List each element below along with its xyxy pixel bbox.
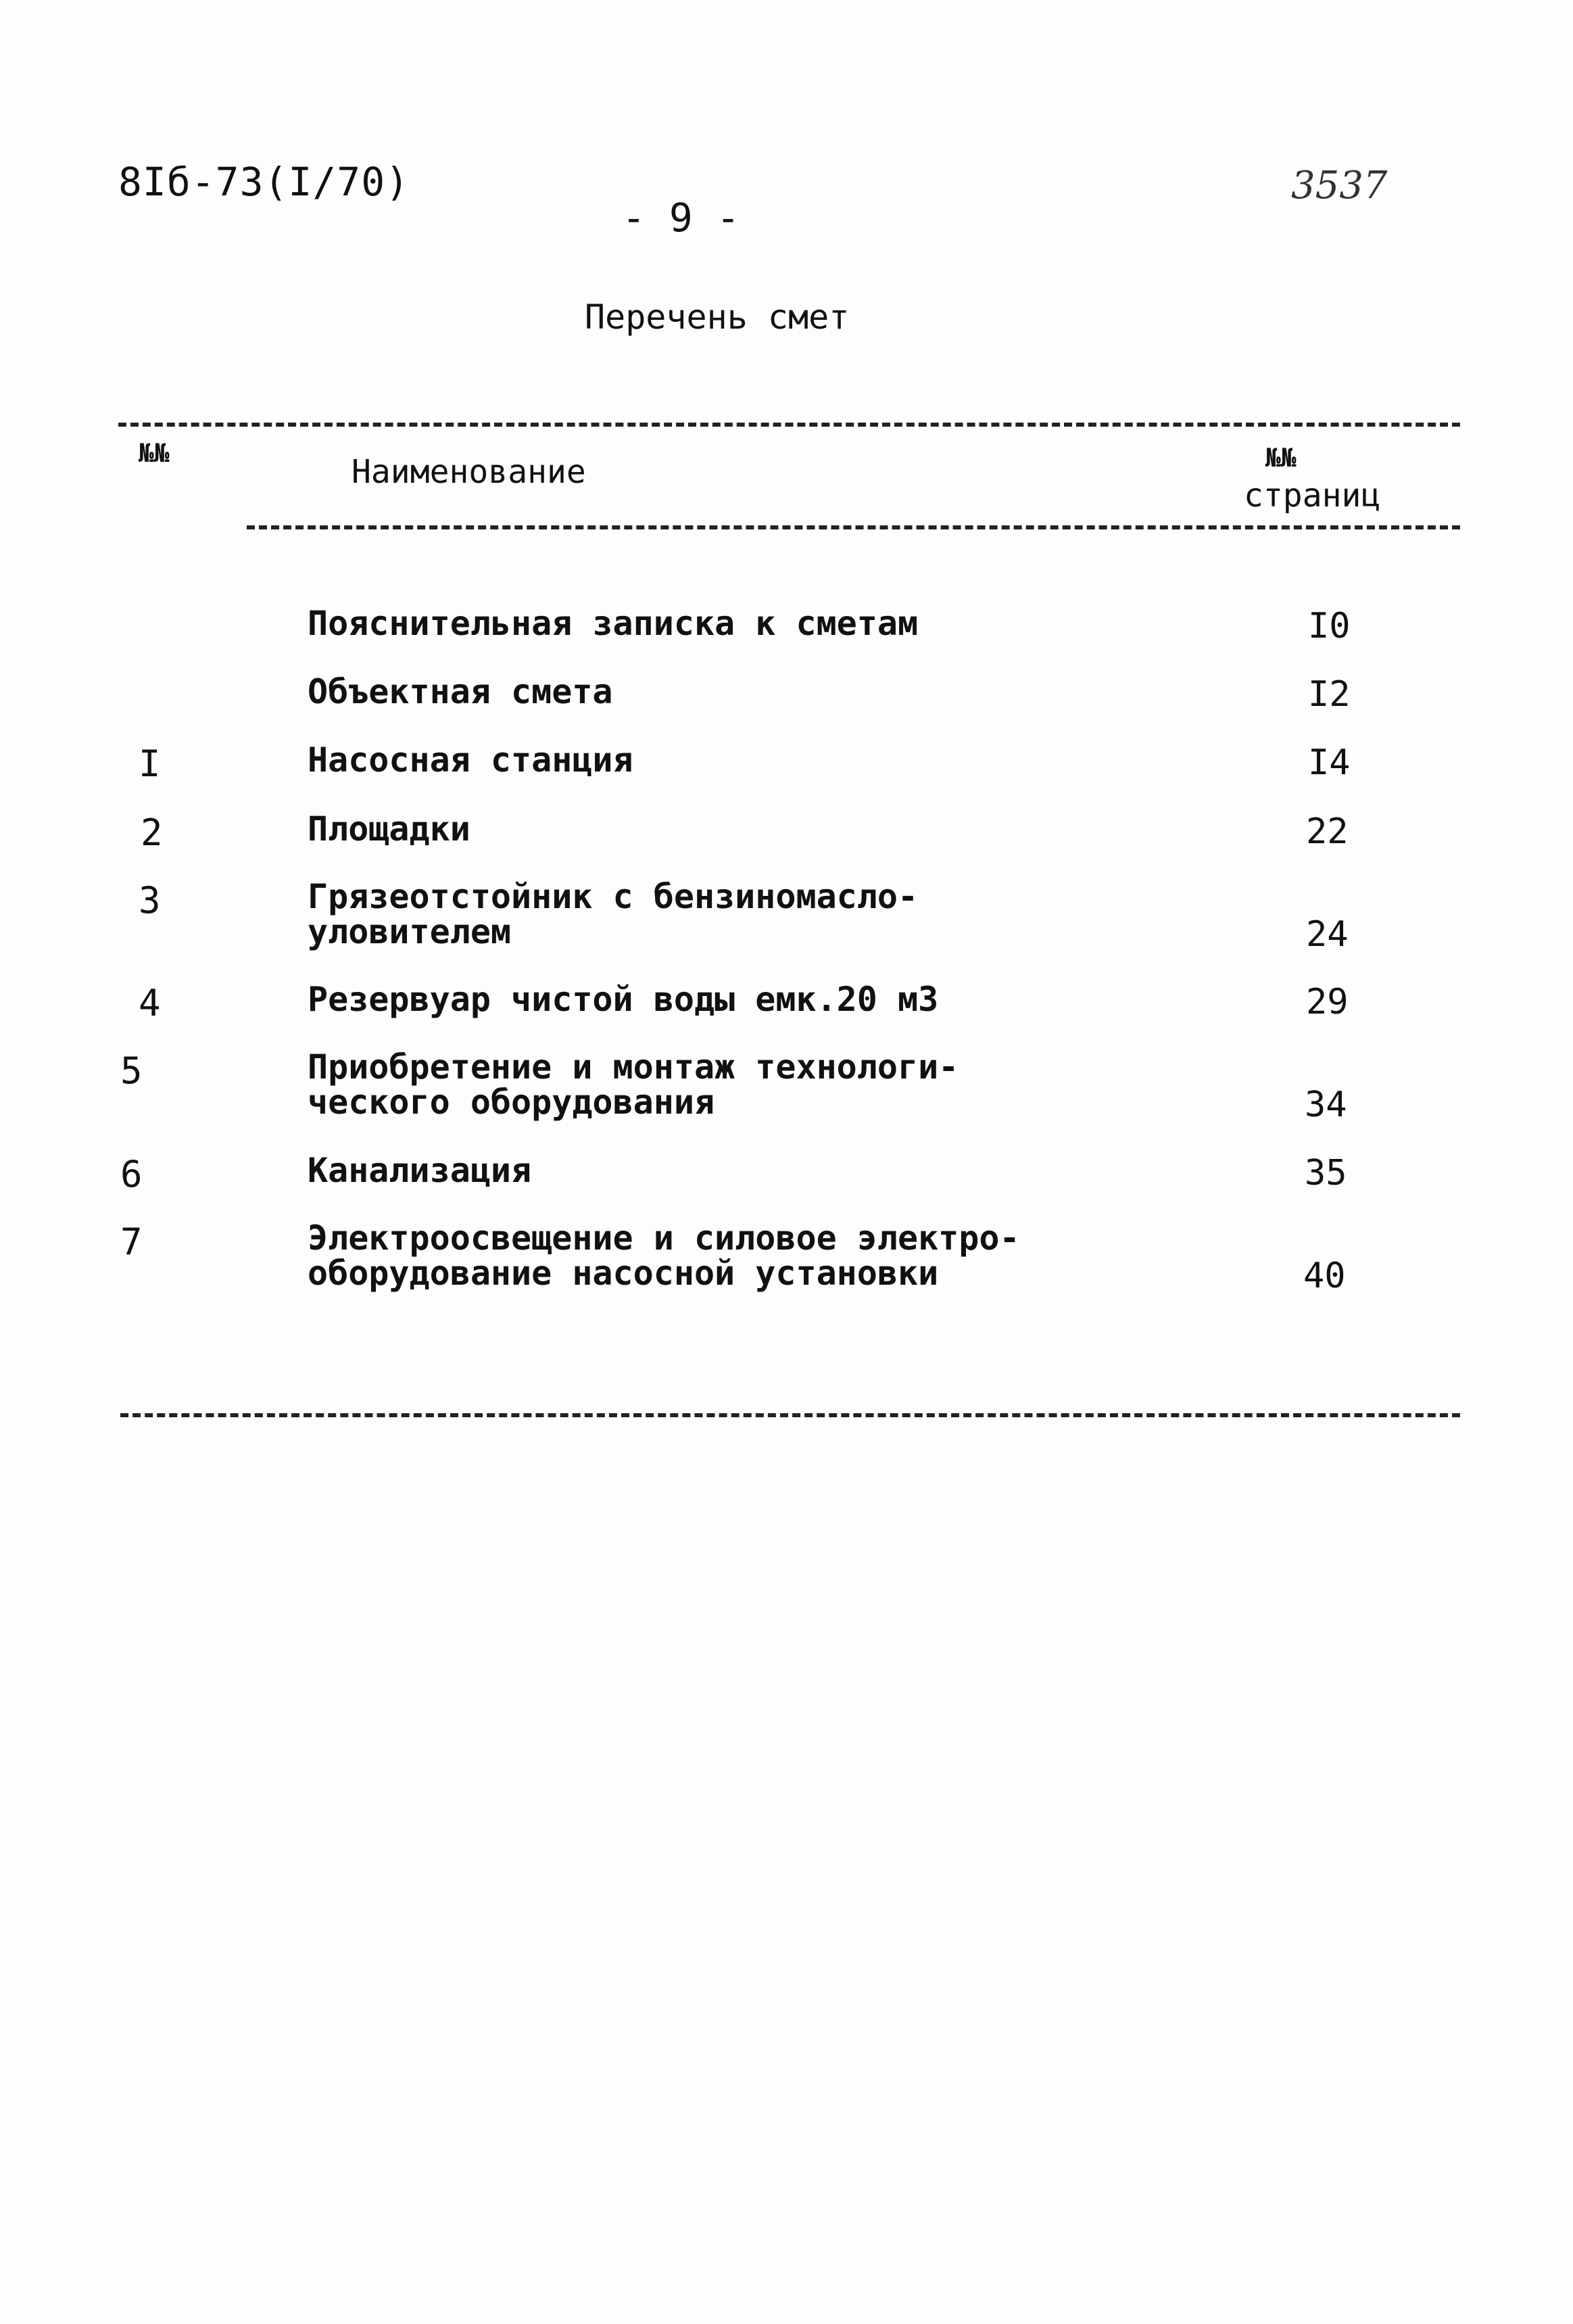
row-page: I4 bbox=[1308, 742, 1351, 783]
row-number: 2 bbox=[141, 811, 163, 854]
row-page: I0 bbox=[1308, 606, 1351, 646]
row-page: 40 bbox=[1303, 1256, 1346, 1296]
row-name: Площадки bbox=[308, 809, 470, 849]
header-page-label-bottom: страниц bbox=[1244, 477, 1381, 515]
list-title: Перечень смет bbox=[585, 298, 850, 337]
row-name: Грязеотстойник с бензиномасло- уловителем bbox=[308, 877, 919, 951]
row-name: Приобретение и монтаж технологи- ческого оборудования bbox=[308, 1047, 959, 1122]
row-number: 6 bbox=[120, 1153, 143, 1195]
header-number-label: №№ bbox=[139, 438, 170, 468]
row-number: 7 bbox=[120, 1220, 143, 1263]
header-page-label-top: №№ bbox=[1265, 443, 1297, 473]
page-number: - 9 - bbox=[622, 195, 740, 241]
row-number: I bbox=[139, 742, 161, 785]
row-name: Резервуар чистой воды емк.20 м3 bbox=[308, 980, 939, 1019]
row-page: 22 bbox=[1306, 811, 1349, 852]
row-page: 29 bbox=[1306, 982, 1349, 1022]
row-name: Объектная смета bbox=[308, 672, 613, 711]
row-page: I2 bbox=[1308, 674, 1351, 715]
row-name: Насосная станция bbox=[308, 740, 633, 780]
row-name: Электроосвещение и силовое электро- оборудование насосной установки bbox=[308, 1218, 1020, 1293]
document-code: 8Iб-73(I/70) bbox=[118, 159, 410, 205]
row-name: Канализация bbox=[308, 1151, 532, 1190]
row-number: 4 bbox=[139, 982, 161, 1024]
row-page: 24 bbox=[1306, 914, 1349, 955]
row-number: 5 bbox=[120, 1049, 143, 1092]
header-name-label: Наименование bbox=[352, 453, 586, 491]
table-top-rule bbox=[118, 423, 1460, 427]
table-bottom-rule bbox=[120, 1413, 1460, 1417]
row-page: 34 bbox=[1305, 1085, 1347, 1125]
row-page: 35 bbox=[1305, 1153, 1347, 1193]
row-number: 3 bbox=[139, 879, 161, 922]
handwritten-number: 3537 bbox=[1291, 164, 1388, 208]
header-bottom-rule bbox=[247, 525, 1460, 529]
row-name: Пояснительная записка к сметам bbox=[308, 604, 919, 643]
